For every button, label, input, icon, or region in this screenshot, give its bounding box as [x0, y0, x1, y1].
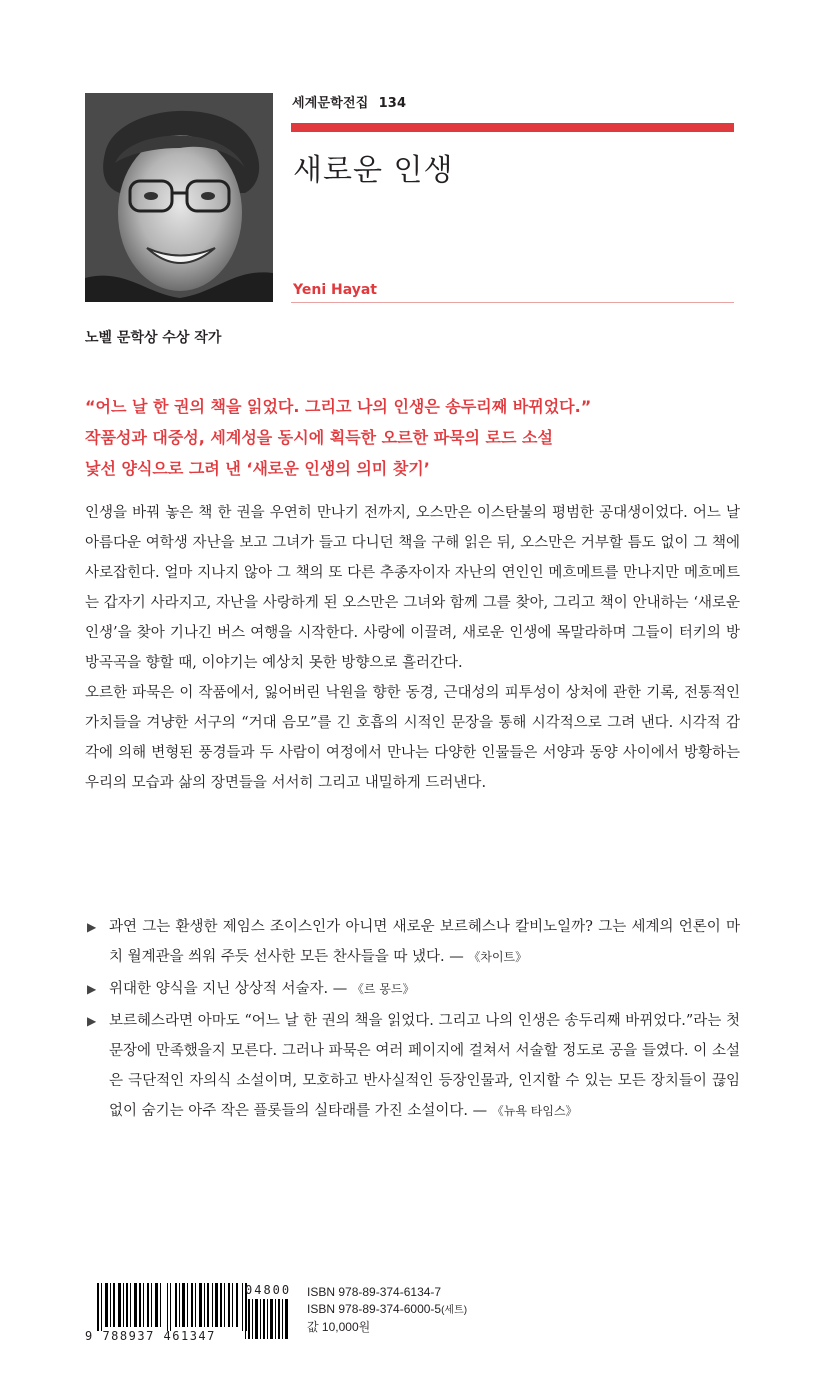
isbn-set-line	[307, 1301, 467, 1319]
review-item	[85, 974, 740, 1004]
title-divider	[291, 302, 734, 303]
original-title: Yeni Hayat	[293, 282, 377, 298]
tagline	[85, 391, 745, 484]
price: 값 10,000원	[307, 1320, 371, 1334]
review-text: 위대한 양식을 지닌 상상적 서술자. —	[109, 981, 348, 997]
book-title: 새로운 인생	[293, 153, 454, 188]
isbn-line: ISBN 978-89-374-6000-5	[307, 1302, 442, 1316]
review-item	[85, 912, 740, 972]
review-text: 과연 그는 환생한 제임스 조이스인가 아니면 새로운 보르헤스나 칼비노일까? 그는 세계의 언론이 마치 월계관을 씌워 주듯 선사한 모든 찬사들을 따 냈다. —	[109, 919, 740, 965]
isbn-set-note: (세트)	[441, 1305, 468, 1316]
bullet-triangle-icon: ▶	[87, 1014, 97, 1028]
tagline-line: 작품성과 대중성, 세계성을 동시에 획득한 오르한 파묵의 로드 소설	[85, 428, 553, 447]
review-source: 《차이트》	[468, 950, 528, 964]
series-label	[292, 92, 406, 111]
series-number: 134	[378, 96, 407, 111]
synopsis	[85, 498, 740, 798]
synopsis-paragraph: 오르한 파묵은 이 작품에서, 잃어버린 낙원을 향한 동경, 근대성의 피투성이 상처에 관한 기록, 전통적인 가치들을 겨냥한 서구의 “거대 음모”를 긴 호흡의 시적인 문장을 통해 시각적으로 그려 낸다. 시각적 감각에 의해 변형된 풍경들과 두 사람이 여정에서 만나는 다양한 인물들은 서양과 동양 사이에서 방황하는 우리의 모습과 삶의 장면들을 서서히 그리고 내밀하게 드러낸다.	[85, 685, 740, 791]
review-item	[85, 1006, 740, 1126]
isbn-line: ISBN 978-89-374-6134-7	[307, 1285, 442, 1299]
tagline-line: “어느 날 한 권의 책을 읽었다. 그리고 나의 인생은 송두리째 바뀌었다.”	[85, 397, 592, 416]
review-text: 보르헤스라면 아마도 “어느 날 한 권의 책을 읽었다. 그리고 나의 인생은 송두리째 바뀌었다.”라는 첫 문장에 만족했을지 모른다. 그러나 파묵은 여러 페이지에 걸쳐서 서술할 정도로 공을 들였다. 이 소설은 극단적인 자의식 소설이며, 모호하고 반사실적인 등장인물과, 인지할 수 있는 모든 장치들이 끊임없이 숨기는 아주 작은 플롯들의 실타래를 가진 소설이다. —	[109, 1013, 740, 1119]
barcode-bars	[97, 1283, 247, 1331]
barcode-addon-bars	[245, 1299, 289, 1339]
review-source: 《뉴욕 타임스》	[491, 1104, 578, 1118]
review-source: 《르 몽드》	[351, 982, 415, 996]
bullet-triangle-icon: ▶	[87, 982, 97, 996]
bullet-triangle-icon: ▶	[87, 920, 97, 934]
barcode-digits: 9 788937 461347	[85, 1329, 216, 1343]
barcode	[85, 1283, 295, 1343]
synopsis-paragraph: 인생을 바꿔 놓은 책 한 권을 우연히 만나기 전까지, 오스만은 이스탄불의 평범한 공대생이었다. 어느 날 아름다운 여학생 자난을 보고 그녀가 들고 다니던 책을 구해 읽은 뒤, 오스만은 거부할 틈도 없이 그 책에 사로잡힌다. 얼마 지나지 않아 그 책의 또 다른 추종자이자 자난의 연인인 메흐메트를 만나지만 메흐메트는 갑자기 사라지고, 자난을 사랑하게 된 오스만은 그녀와 함께 그를 찾아, 그리고 책이 안내하는 ‘새로운 인생’을 찾아 기나긴 버스 여행을 시작한다. 사랑에 이끌려, 새로운 인생에 목말라하며 그들이 터키의 방방곡곡을 향할 때, 이야기는 예상치 못한 방향으로 흘러간다.	[85, 505, 740, 671]
author-photo	[85, 93, 273, 302]
author-portrait-image	[85, 93, 273, 302]
tagline-line: 낯선 양식으로 그려 낸 ‘새로운 인생의 의미 찾기’	[85, 459, 430, 478]
isbn-block	[307, 1284, 467, 1336]
review-list	[85, 912, 740, 1128]
award-note: 노벨 문학상 수상 작가	[85, 330, 222, 346]
series-name: 세계문학전집	[292, 96, 369, 111]
barcode-addon-digits: 04800	[245, 1283, 292, 1297]
title-accent-bar	[291, 123, 734, 132]
